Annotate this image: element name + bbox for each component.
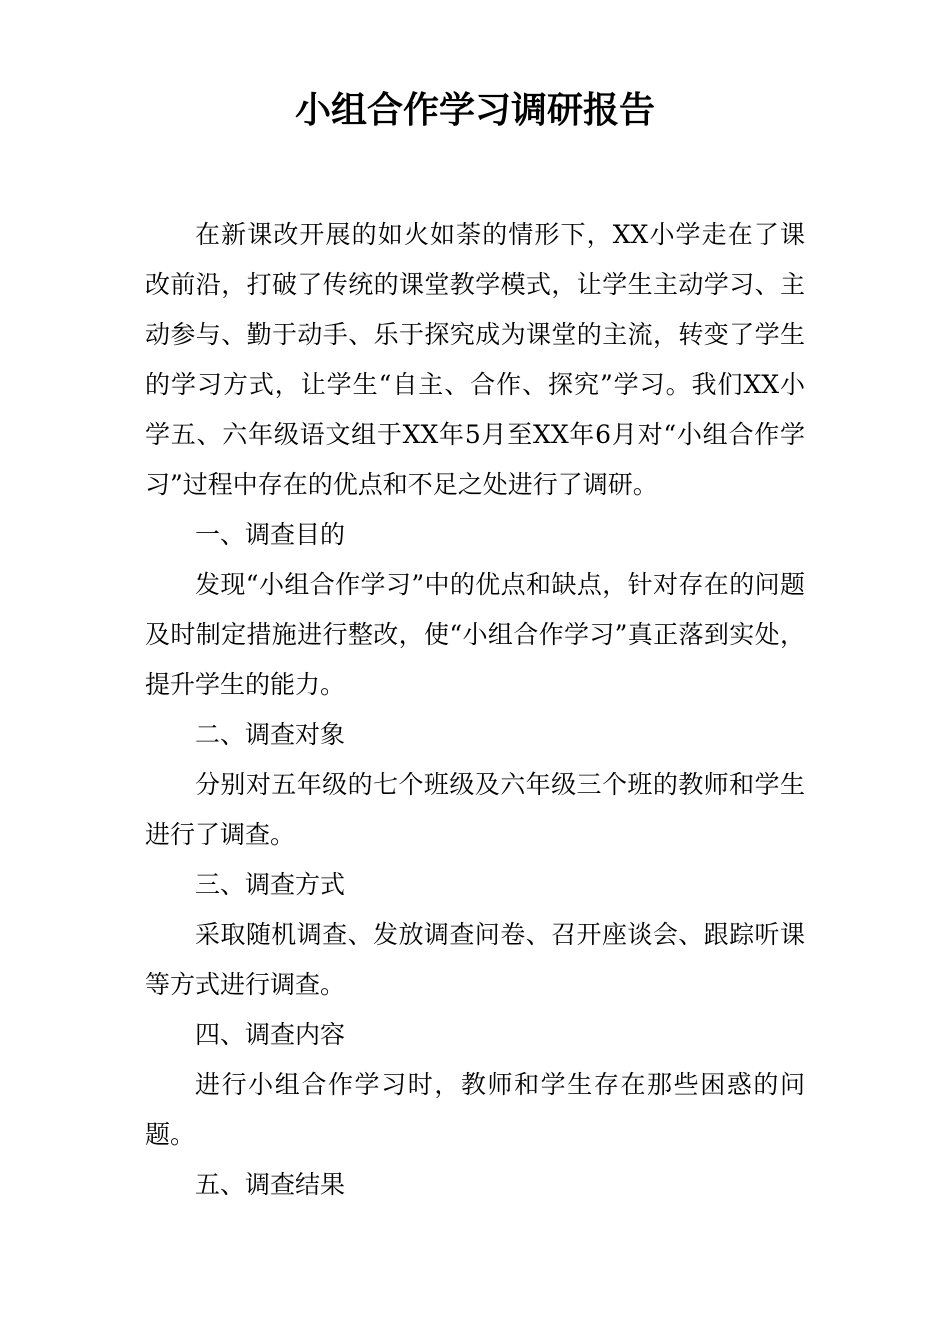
methods-paragraph: 采取随机调查、发放调查问卷、召开座谈会、跟踪听课等方式进行调查。 bbox=[145, 920, 805, 999]
section-heading-purpose: 一、调查目的 bbox=[195, 520, 346, 549]
section-heading-methods: 三、调查方式 bbox=[195, 870, 346, 899]
purpose-paragraph: 发现“小组合作学习”中的优点和缺点，针对存在的问题及时制定措施进行整改，使“小组合作学习”真正落到实处，提升学生的能力。 bbox=[145, 570, 805, 699]
section-heading-subjects: 二、调查对象 bbox=[195, 720, 346, 749]
subjects-paragraph: 分别对五年级的七个班级及六年级三个班的教师和学生进行了调查。 bbox=[145, 770, 805, 849]
content-paragraph: 进行小组合作学习时，教师和学生存在那些困惑的问题。 bbox=[145, 1070, 805, 1149]
document-title: 小组合作学习调研报告 bbox=[294, 90, 655, 131]
section-heading-results: 五、调查结果 bbox=[195, 1170, 346, 1199]
section-heading-content: 四、调查内容 bbox=[195, 1020, 346, 1049]
intro-paragraph: 在新课改开展的如火如荼的情形下，XX小学走在了课改前沿，打破了传统的课堂教学模式，让学生主动学习、主动参与、勤于动手、乐于探究成为课堂的主流，转变了学生的学习方式，让学生“自主、合作、探究”学习。我们XX小学五、六年级语文组于XX年5月至XX年6月对“小组合作学习”过程中存在的优点和不足之处进行了调研。 bbox=[145, 220, 805, 499]
document-body bbox=[145, 210, 805, 1210]
